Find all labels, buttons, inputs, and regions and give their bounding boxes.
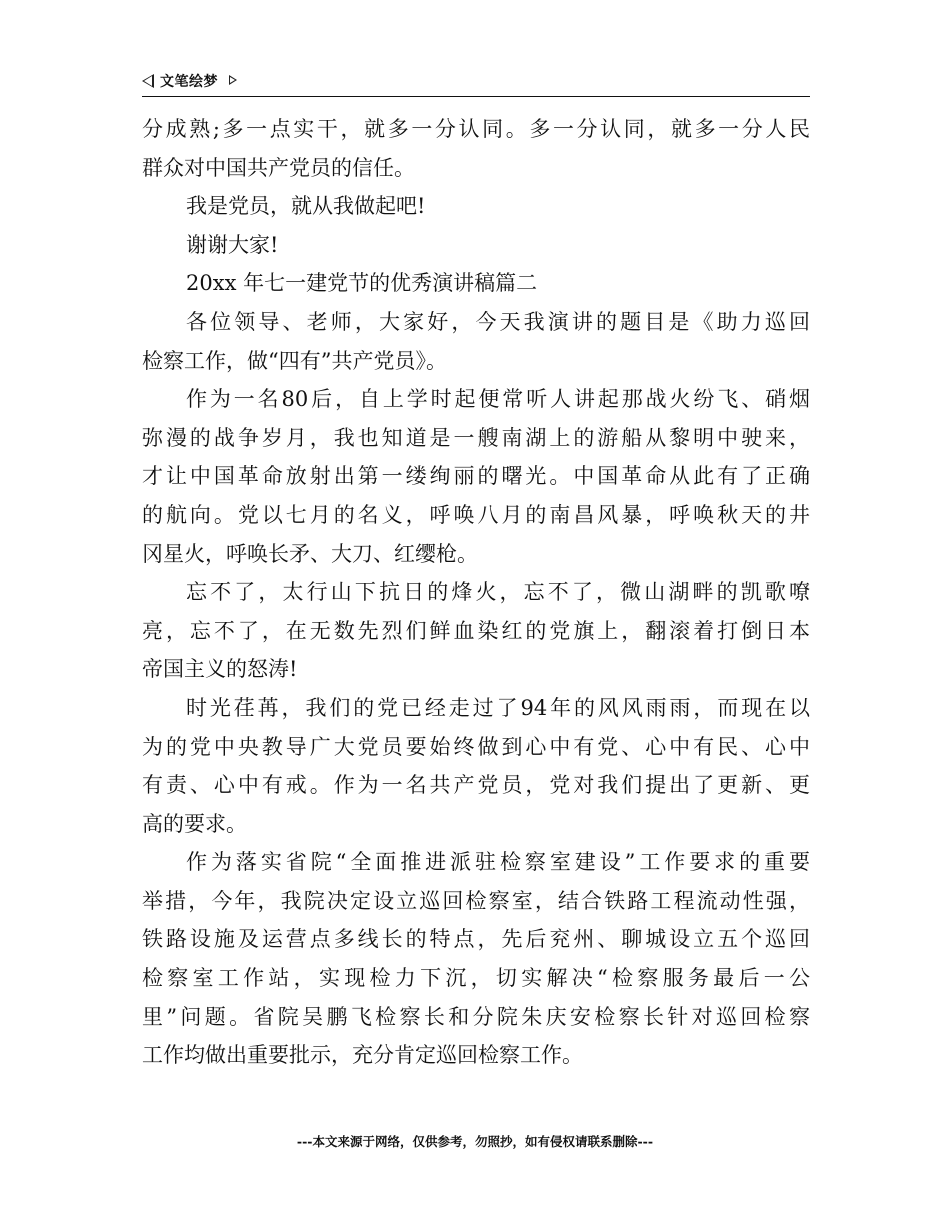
text-line: 忘不了，太行山下抗日的烽火，忘不了，微山湖畔的凯歌嘹 — [186, 580, 810, 605]
text-line: 谢谢大家! — [186, 232, 279, 257]
text-line: 时光荏苒，我们的党已经走过了94年的风风雨雨，而现在以 — [186, 695, 810, 720]
text-line: 高的要求。 — [142, 811, 247, 836]
text-line: 铁路设施及运营点多线长的特点，先后兖州、聊城设立五个巡回 — [142, 927, 810, 952]
triangle-right-outline-icon — [229, 75, 237, 85]
text-line: 亮，忘不了，在无数先烈们鲜血染红的党旗上，翻滚着打倒日本 — [142, 618, 810, 643]
text-line: 的航向。党以七月的名义，呼唤八月的南昌风暴，呼唤秋天的井 — [142, 502, 810, 527]
header-title: 文笔绘梦 — [160, 74, 218, 90]
text-line: 弥漫的战争岁月，我也知道是一艘南湖上的游船从黎明中驶来， — [142, 425, 810, 450]
text-line: 各位领导、老师，大家好，今天我演讲的题目是《助力巡回 — [186, 309, 810, 334]
text-line: 才让中国革命放射出第一缕绚丽的曙光。中国革命从此有了正确 — [142, 464, 810, 489]
text-line: 分成熟;多一点实干，就多一分认同。多一分认同，就多一分人民 — [142, 117, 810, 141]
document-body — [142, 110, 810, 1075]
text-line: 工作均做出重要批示，充分肯定巡回检察工作。 — [142, 1043, 583, 1068]
page-header — [142, 70, 810, 97]
text-line: 检察工作，做“四有”共产党员》。 — [142, 348, 447, 373]
page-footer: ---本文来源于网络，仅供参考，勿照抄，如有侵权请联系删除--- — [296, 1134, 654, 1149]
text-line: 冈星火，呼唤长矛、大刀、红缨枪。 — [142, 541, 478, 566]
text-line: 我是党员，就从我做起吧! — [186, 194, 426, 219]
text-line: 里”问题。省院吴鹏飞检察长和分院朱庆安检察长针对巡回检察 — [142, 1004, 810, 1029]
text-line: 作为一名80后，自上学时起便常听人讲起那战火纷飞、硝烟 — [186, 387, 810, 412]
text-line: 群众对中国共产党员的信任。 — [142, 155, 415, 180]
text-line: 有责、心中有戒。作为一名共产党员，党对我们提出了更新、更 — [142, 773, 810, 798]
text-line: 检察室工作站，实现检力下沉，切实解决“检察服务最后一公 — [142, 966, 810, 991]
triangle-left-outline-icon — [142, 74, 154, 88]
text-line: 帝国主义的怒涛! — [142, 657, 298, 682]
text-line: 作为落实省院“全面推进派驻检察室建设”工作要求的重要 — [186, 850, 810, 875]
text-line: 20xx 年七一建党节的优秀演讲稿篇二 — [186, 271, 538, 296]
text-line: 为的党中央教导广大党员要始终做到心中有党、心中有民、心中 — [142, 734, 810, 759]
text-line: 举措，今年，我院决定设立巡回检察室，结合铁路工程流动性强， — [142, 888, 810, 913]
